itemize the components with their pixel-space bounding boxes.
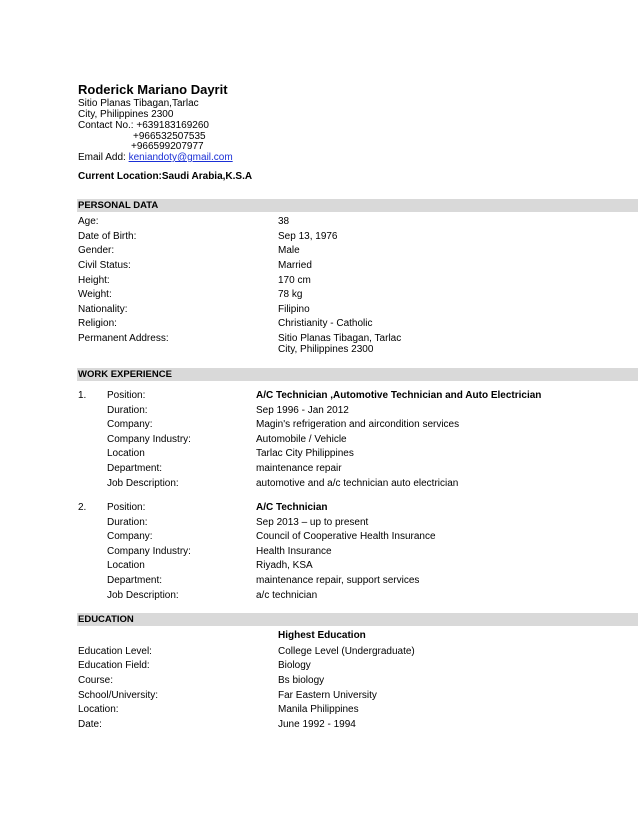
work-label: Job Description: [107, 477, 179, 489]
education-label: Education Level: [78, 646, 152, 657]
job-number: 1. [78, 390, 87, 401]
personal-label: Height: [78, 275, 110, 286]
personal-value: Sitio Planas Tibagan, Tarlac [278, 333, 402, 344]
education-subheading: Highest Education [278, 630, 366, 641]
education-value: Manila Philippines [278, 704, 359, 715]
applicant-name: Roderick Mariano Dayrit [78, 82, 228, 97]
email-line [78, 152, 233, 164]
work-label: Position: [107, 502, 146, 513]
personal-value: Married [278, 260, 312, 271]
education-value: Biology [278, 660, 311, 671]
work-label: Position: [107, 390, 146, 401]
work-value: Sep 1996 - Jan 2012 [256, 404, 349, 416]
personal-label: Age: [78, 216, 99, 227]
contact-number: Contact No.: +639183169260 [78, 120, 209, 131]
work-value: Tarlac City Philippines [256, 448, 354, 460]
section-heading-personal: PERSONAL DATA [77, 199, 638, 212]
current-location: Current Location:Saudi Arabia,K.S.A [78, 171, 253, 182]
work-label: Company: [107, 531, 153, 543]
address-line: City, Philippines 2300 [78, 109, 174, 120]
work-label: Location [107, 560, 145, 572]
personal-value-cont: City, Philippines 2300 [278, 344, 374, 355]
job-number: 2. [78, 502, 87, 513]
personal-label: Date of Birth: [78, 231, 137, 242]
personal-label: Weight: [78, 289, 112, 300]
personal-label: Nationality: [78, 304, 128, 315]
education-label: School/University: [78, 690, 159, 701]
work-label: Duration: [107, 404, 148, 416]
personal-value: 38 [278, 216, 290, 227]
personal-value: Christianity - Catholic [278, 318, 373, 329]
education-value: College Level (Undergraduate) [278, 646, 415, 657]
education-value: June 1992 - 1994 [278, 719, 356, 730]
personal-value: 170 cm [278, 275, 311, 286]
work-label: Company Industry: [107, 433, 191, 445]
job-position: A/C Technician ,Automotive Technician and Auto Electrician [256, 390, 542, 401]
personal-label: Civil Status: [78, 260, 131, 271]
work-value: Automobile / Vehicle [256, 433, 347, 445]
personal-value: Filipino [278, 304, 310, 315]
education-label: Course: [78, 675, 114, 686]
work-value: Sep 2013 – up to present [256, 516, 369, 528]
personal-value: Sep 13, 1976 [278, 231, 338, 242]
work-value: Riyadh, KSA [256, 560, 313, 572]
work-value: maintenance repair, support services [256, 575, 420, 586]
work-label: Job Description: [107, 589, 179, 601]
work-label: Duration: [107, 516, 148, 528]
education-label: Location: [78, 704, 119, 715]
education-label: Date: [78, 719, 102, 730]
email-label: Email Add: [78, 152, 129, 163]
contact-number: +966599207977 [131, 141, 204, 152]
personal-label: Religion: [78, 318, 117, 329]
work-value: a/c technician [256, 589, 318, 601]
work-label: Company: [107, 419, 153, 431]
education-label: Education Field: [78, 660, 150, 671]
education-value: Far Eastern University [278, 690, 377, 701]
personal-label: Permanent Address: [78, 333, 169, 344]
personal-value: 78 kg [278, 289, 303, 300]
work-value: Council of Cooperative Health Insurance [256, 531, 436, 543]
education-value: Bs biology [278, 675, 325, 686]
work-label: Department: [107, 463, 163, 474]
work-value: Health Insurance [256, 545, 332, 557]
email-link[interactable]: keniandoty@gmail.com [128, 152, 233, 163]
personal-value: Male [278, 245, 300, 256]
contact-number: +966532507535 [133, 131, 206, 142]
personal-label: Gender: [78, 245, 115, 256]
section-heading-education: EDUCATION [77, 613, 638, 626]
work-value: maintenance repair [256, 463, 342, 474]
address-line: Sitio Planas Tibagan,Tarlac [78, 98, 199, 109]
work-label: Company Industry: [107, 545, 191, 557]
work-label: Department: [107, 575, 163, 586]
work-value: Magin's refrigeration and aircondition services [256, 419, 460, 431]
section-heading-work: WORK EXPERIENCE [77, 368, 638, 381]
work-label: Location [107, 448, 145, 460]
job-position: A/C Technician [256, 502, 328, 513]
work-value: automotive and a/c technician auto electrician [256, 477, 459, 489]
